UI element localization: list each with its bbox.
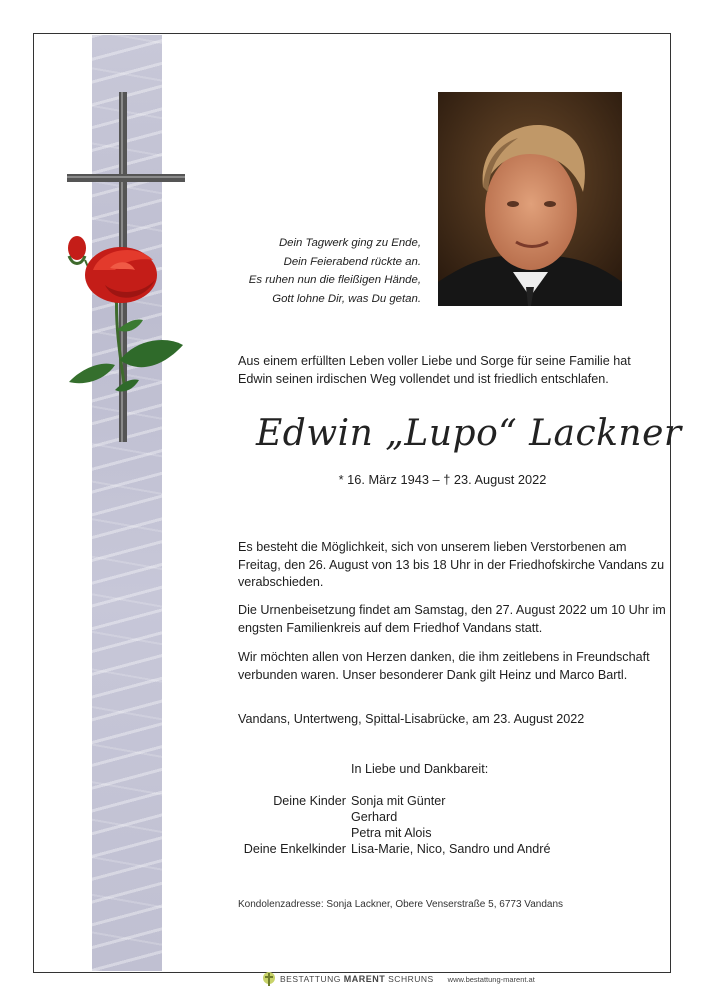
family-names: [351, 793, 651, 857]
brand-place: SCHRUNS: [388, 974, 434, 984]
intro-text: Aus einem erfüllten Leben voller Liebe und Sorge für seine Familie hat Edwin seinen irdischen Weg vollendet und ist friedlich entschlafen.: [238, 354, 631, 386]
place-and-date: Vandans, Untertweng, Spittal-Lisabrücke, am 23. August 2022: [238, 712, 585, 726]
poem-line: Dein Feierabend rückte an.: [283, 255, 421, 268]
brand-prefix: BESTATTUNG: [280, 974, 341, 984]
portrait-photo: [438, 92, 622, 306]
poem: [201, 234, 421, 308]
deceased-name: Edwin „Lupo“ Lackner: [256, 413, 682, 454]
family-name: Petra mit Alois: [351, 826, 432, 840]
funeral-home-url[interactable]: www.bestattung-marent.at: [447, 974, 535, 984]
funeral-home-brand: [280, 974, 434, 984]
cross-with-rose-illustration: [55, 90, 190, 450]
family-labels: [238, 793, 346, 857]
life-dates: * 16. März 1943 – † 23. August 2022: [338, 472, 547, 487]
leaf-left: [69, 364, 115, 384]
label-children: Deine Kinder: [273, 794, 346, 808]
poem-line: Es ruhen nun die fleißigen Hände,: [248, 274, 421, 286]
poem-line: Dein Tagwerk ging zu Ende,: [278, 237, 421, 249]
condolence-address: Kondolenzadresse: Sonja Lackner, Obere Venserstraße 5, 6773 Vandans: [238, 899, 564, 910]
farewell-paragraph: Es besteht die Möglichkeit, sich von unserem lieben Verstorbenen am Freitag, den 26. August von 13 bis 18 Uhr in der Friedhofskirche Vandans zu verabschieden.: [238, 540, 665, 589]
leaf-right: [120, 340, 183, 367]
thanks-paragraph: Wir möchten allen von Herzen danken, die ihm zeitlebens in Freundschaft verbunden waren. Unser besonderer Dank gilt Heinz und Marco Bartl.: [238, 650, 650, 682]
family-name: Lisa-Marie, Nico, Sandro und André: [351, 842, 551, 856]
signoff: In Liebe und Dankbareit:: [351, 762, 489, 776]
family-name: Gerhard: [351, 810, 398, 824]
label-grandchildren: Deine Enkelkinder: [243, 842, 346, 856]
footer: [262, 971, 535, 987]
burial-paragraph: Die Urnenbeisetzung findet am Samstag, den 27. August 2022 um 10 Uhr im engsten Familienkreis auf dem Friedhof Vandans statt.: [238, 603, 666, 635]
funeral-home-logo-icon: [262, 971, 276, 987]
brand-name: MARENT: [343, 974, 386, 984]
family-name: Sonja mit Günter: [351, 794, 446, 808]
poem-line: Gott lohne Dir, was Du getan.: [272, 292, 421, 305]
